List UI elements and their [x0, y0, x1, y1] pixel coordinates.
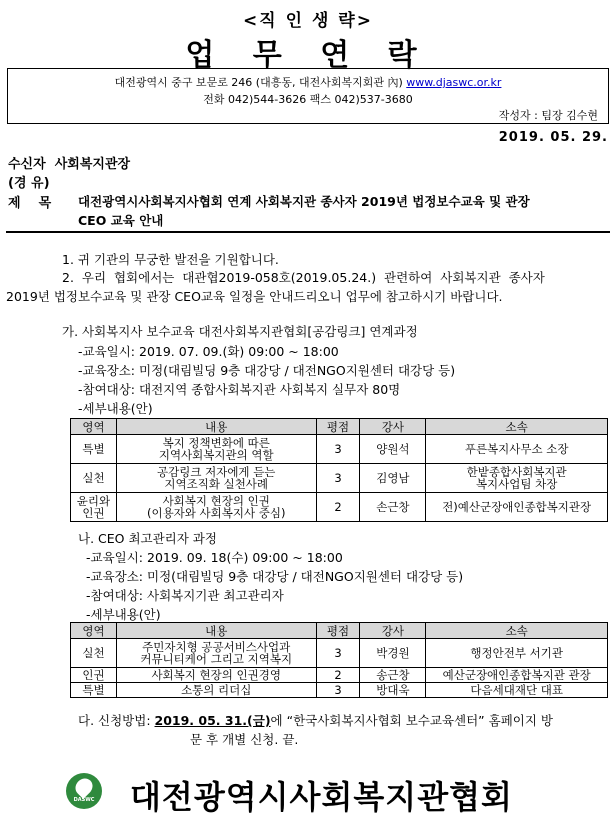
table-row	[71, 668, 608, 683]
section-b-target: -참여대상: 사회복지기관 최고관리자	[86, 588, 284, 603]
section-a-table	[70, 418, 608, 522]
affiliation-cell: 다음세대재단 대표	[426, 683, 608, 698]
table-header-row	[71, 419, 608, 435]
via-line: (경 유)	[8, 176, 50, 191]
column-header: 소속	[426, 419, 608, 435]
website-link[interactable]: www.djaswc.or.kr	[406, 76, 502, 89]
table-row	[71, 464, 608, 493]
column-header: 소속	[426, 623, 608, 639]
lecturer-cell: 박경원	[360, 639, 426, 668]
recipient-line: 수신자 사회복지관장	[8, 157, 131, 172]
area-cell: 특별	[71, 435, 117, 464]
content-cell: 공감링크 저자에게 듣는 지역조직화 실천사례	[116, 464, 316, 493]
approval-omitted-tag: <직 인 생 략>	[243, 11, 373, 31]
section-a-target: -참여대상: 대전지역 종합사회복지관 사회복지 실무자 80명	[78, 382, 401, 397]
lecturer-cell: 손근창	[360, 493, 426, 522]
column-header: 영역	[71, 623, 117, 639]
section-a-details: -세부내용(안)	[78, 401, 153, 416]
content-cell: 사회복지 현장의 인권 (이용자와 사회복지사 중심)	[116, 493, 316, 522]
table-row	[71, 435, 608, 464]
document-date: 2019. 05. 29.	[498, 130, 608, 145]
section-b-table	[70, 622, 608, 698]
section-a-title: 가. 사회복지사 보수교육 대전사회복지관협회[공감링크] 연계과정	[62, 324, 418, 339]
lecturer-cell: 김영남	[360, 464, 426, 493]
lecturer-cell: 방대욱	[360, 683, 426, 698]
section-b-date: -교육일시: 2019. 09. 18(수) 09:00 ~ 18:00	[86, 550, 343, 565]
affiliation-cell: 한밭종합사회복지관 복지사업팀 차장	[426, 464, 608, 493]
column-header: 내용	[116, 419, 316, 435]
paragraph-1: 1. 귀 기관의 무궁한 발전을 기원합니다.	[62, 252, 279, 267]
association-logo-icon	[66, 773, 102, 809]
paragraph-2-line-1: 2. 우리 협회에서는 대관협2019-058호(2019.05.24.) 관련하여 사회복지관 종사자	[62, 270, 545, 285]
area-cell: 특별	[71, 683, 117, 698]
document-title: 업 무 연 락	[185, 38, 431, 73]
table-row	[71, 683, 608, 698]
score-cell: 2	[316, 493, 360, 522]
logo-text: DASWC	[73, 797, 95, 803]
section-b-title: 나. CEO 최고관리자 과정	[78, 531, 217, 546]
score-cell: 2	[316, 668, 360, 683]
content-cell: 복지 정책변화에 따른 지역사회복지관의 역할	[116, 435, 316, 464]
area-cell: 실천	[71, 639, 117, 668]
column-header: 평점	[316, 623, 360, 639]
score-cell: 3	[316, 639, 360, 668]
score-cell: 3	[316, 464, 360, 493]
section-a-place: -교육장소: 미정(대림빌딩 9층 대강당 / 대전NGO지원센터 대강당 등)	[78, 363, 456, 378]
content-cell: 사회복지 현장의 인권경영	[116, 668, 316, 683]
area-cell: 윤리와 인권	[71, 493, 117, 522]
subject-label: 제 목	[8, 196, 52, 211]
column-header: 평점	[316, 419, 360, 435]
affiliation-cell: 예산군장애인종합복지관 관장	[426, 668, 608, 683]
table-header-row	[71, 623, 608, 639]
subject-line-1: 대전광역시사회복지사협회 연계 사회복지관 종사자 2019년 법정보수교육 및 관장	[78, 194, 530, 209]
affiliation-cell: 푸른복지사무소 소장	[426, 435, 608, 464]
lecturer-cell: 양원석	[360, 435, 426, 464]
table-row	[71, 639, 608, 668]
paragraph-2-line-2: 2019년 법정보수교육 및 관장 CEO교육 일정을 안내드리오니 업무에 참고하시기 바랍니다.	[6, 289, 503, 304]
affiliation-cell: 전)예산군장애인종합복지관장	[426, 493, 608, 522]
area-cell: 실천	[71, 464, 117, 493]
subject-divider	[6, 231, 610, 233]
column-header: 내용	[116, 623, 316, 639]
sender-info-box	[7, 68, 609, 124]
affiliation-cell: 행정안전부 서기관	[426, 639, 608, 668]
sender-address: 대전광역시 중구 보문로 246 (대흥동, 대전사회복지회관 內) www.djaswc.or.kr	[114, 76, 502, 89]
column-header: 강사	[360, 419, 426, 435]
area-cell: 인권	[71, 668, 117, 683]
score-cell: 3	[316, 435, 360, 464]
author: 작성자 : 팀장 김수현	[498, 109, 598, 122]
column-header: 영역	[71, 419, 117, 435]
lecturer-cell: 송근창	[360, 668, 426, 683]
subject-line-2: CEO 교육 안내	[78, 213, 164, 228]
content-cell: 소통의 리더십	[116, 683, 316, 698]
section-c-line-1: 다. 신청방법: 2019. 05. 31.(금)에 “한국사회복지사협회 보수교육센터” 홈페이지 방	[78, 713, 553, 728]
column-header: 강사	[360, 623, 426, 639]
section-a-date: -교육일시: 2019. 07. 09.(화) 09:00 ~ 18:00	[78, 344, 339, 359]
section-c-line-2: 문 후 개별 신청. 끝.	[190, 732, 299, 747]
content-cell: 주민자치형 공공서비스사업과 커뮤니티케어 그리고 지역복지	[116, 639, 316, 668]
section-b-details: -세부내용(안)	[86, 607, 161, 622]
table-row	[71, 493, 608, 522]
organization-name: 대전광역시사회복지관협회	[130, 778, 513, 816]
footer	[0, 770, 616, 820]
score-cell: 3	[316, 683, 360, 698]
section-b-place: -교육장소: 미정(대림빌딩 9층 대강당 / 대전NGO지원센터 대강당 등)	[86, 569, 464, 584]
sender-phone: 전화 042)544-3626 팩스 042)537-3680	[203, 93, 413, 106]
application-deadline: 2019. 05. 31.(금)	[154, 713, 271, 728]
